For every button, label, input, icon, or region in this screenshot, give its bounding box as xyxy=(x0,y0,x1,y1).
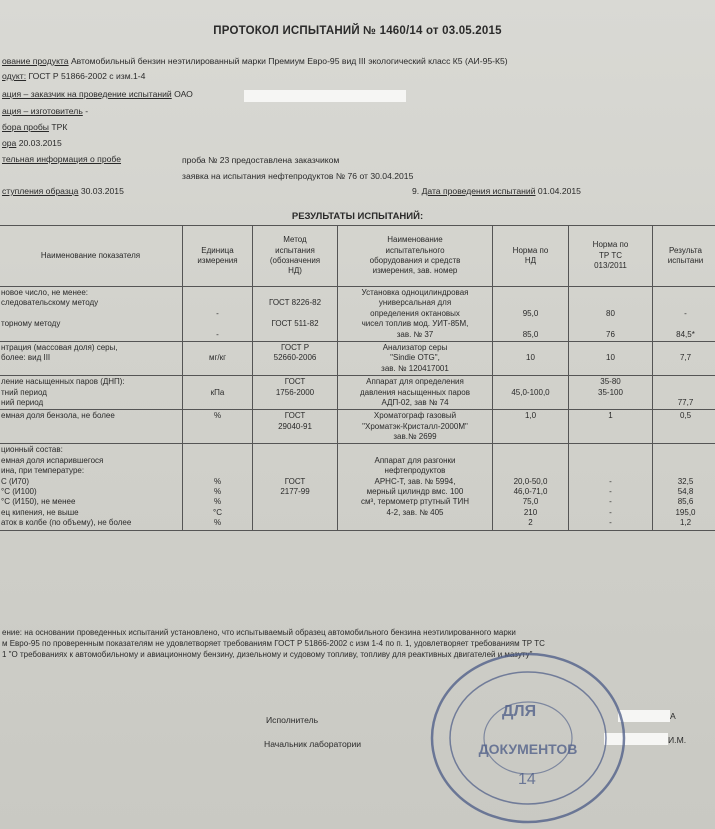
cell-line xyxy=(185,398,250,408)
cell-line xyxy=(495,445,566,455)
cell-line xyxy=(571,466,650,476)
conclusion-line-3: 1 "О требованиях к автомобильному и авиационному бензину, дизельному и судовому топливу, топливу для реактивных двигателей и мазуту" xyxy=(2,650,533,659)
cell-equip xyxy=(338,444,493,530)
sampling-place-line xyxy=(2,122,67,133)
header-norm-nd: Норма по НД xyxy=(493,226,569,287)
nd-label: одукт: xyxy=(2,71,27,81)
cell-line: мг/кг xyxy=(208,353,227,363)
cell-line xyxy=(655,445,715,455)
sampling-place-label: бора пробы xyxy=(2,122,49,132)
cell-unit xyxy=(183,287,253,342)
cell-line: 45,0-100,0 xyxy=(511,387,550,397)
table-row xyxy=(0,341,715,375)
cell-line: универсальная для xyxy=(378,298,452,308)
cell-line: % xyxy=(213,411,222,421)
cell-line: мерный цилиндр вмс. 100 xyxy=(366,487,464,497)
table-row xyxy=(0,376,715,410)
receipt-value: 30.03.2015 xyxy=(80,186,124,196)
cell-line: 10 xyxy=(606,353,615,363)
cell-line: % xyxy=(213,497,222,507)
sampling-date-value: 20.03.2015 xyxy=(18,138,62,148)
cell-line: - xyxy=(609,476,612,486)
cell-line: 2177-99 xyxy=(280,487,310,497)
cell-line: °С (И150), не менее xyxy=(1,497,76,507)
conclusion-line-1: ение: на основании проведенных испытаний установлено, что испытываемый образец автомобильного бензина неэтилированного марки xyxy=(2,628,516,637)
cell-norm-nd xyxy=(493,341,569,375)
sampling-date-line xyxy=(2,138,62,149)
cell-line xyxy=(255,466,335,476)
cell-line xyxy=(495,343,566,353)
cell-line: 1756-2000 xyxy=(275,387,315,397)
cell-line xyxy=(571,298,650,308)
cell-line xyxy=(495,298,566,308)
cell-line: следовательскому методу xyxy=(1,298,99,308)
cell-result xyxy=(653,444,715,530)
cell-line: ец кипения, не выше xyxy=(1,507,79,517)
cell-line: зав. № 120417001 xyxy=(381,363,449,373)
cell-line: тний период xyxy=(1,387,47,397)
cell-line: ГОСТ xyxy=(284,411,306,421)
cell-equip xyxy=(338,376,493,410)
cell-line xyxy=(655,343,715,353)
cell-norm-tr xyxy=(569,341,653,375)
cell-norm-nd xyxy=(493,444,569,530)
head-initials: И.М. xyxy=(668,735,687,745)
header-unit: Единица измерения xyxy=(183,226,253,287)
cell-line: - xyxy=(609,497,612,507)
maker-label: ация – изготовитель xyxy=(2,106,83,116)
test-date-line xyxy=(412,186,581,197)
cell-line xyxy=(255,456,335,466)
cell-line: АДП-02, зав № 74 xyxy=(381,397,449,407)
receipt-label: ступления образца xyxy=(2,186,79,196)
cell-line: Анализатор серы xyxy=(382,342,448,352)
header-result: Результа испытани xyxy=(653,226,715,287)
cell-line: 85,6 xyxy=(677,497,694,507)
cell-line: % xyxy=(213,518,222,528)
cell-line: °С xyxy=(213,507,222,517)
cell-line xyxy=(495,377,566,387)
cell-line: торному методу xyxy=(1,319,61,329)
cell-line: - xyxy=(609,507,612,517)
cell-line xyxy=(185,445,250,455)
cell-line: емная доля бензола, не более xyxy=(1,411,115,421)
cell-method xyxy=(253,287,338,342)
extra-info-label: тельная информация о пробе xyxy=(2,154,122,164)
cell-equip xyxy=(338,410,493,444)
cell-line: ГОСТ xyxy=(284,476,306,486)
cell-line: - xyxy=(609,487,612,497)
cell-name xyxy=(0,410,183,444)
svg-text:ДЛЯ: ДЛЯ xyxy=(502,703,537,720)
cell-line: 35-80 xyxy=(600,377,621,387)
sampling-date-label: ора xyxy=(2,138,17,148)
customer-value: ОАО xyxy=(174,89,193,99)
cell-line: ГОСТ xyxy=(284,377,306,387)
cell-line xyxy=(255,309,335,319)
results-section-title: РЕЗУЛЬТАТЫ ИСПЫТАНИЙ: xyxy=(291,211,424,222)
cell-line xyxy=(495,288,566,298)
table-row xyxy=(0,287,715,342)
cell-line: нтрация (массовая доля) серы, xyxy=(1,342,118,352)
cell-line: нефтепродуктов xyxy=(384,466,446,476)
cell-line: ление насыщенных паров (ДНП): xyxy=(1,377,125,387)
stamp-number: 14 xyxy=(518,771,536,788)
cell-line: Аппарат для определения xyxy=(366,377,464,387)
cell-line xyxy=(255,518,335,528)
cell-method xyxy=(253,341,338,375)
cell-line xyxy=(655,377,715,387)
cell-line: ционный состав: xyxy=(1,445,63,455)
cell-line xyxy=(495,319,566,329)
cell-line xyxy=(571,445,650,455)
cell-line: ГОСТ 8226-82 xyxy=(268,298,322,308)
cell-line xyxy=(571,319,650,329)
maker-line xyxy=(2,106,88,117)
executor-initials: А xyxy=(670,711,676,721)
product-label: ование продукта xyxy=(2,56,69,66)
cell-line: 20,0-50,0 xyxy=(513,476,548,486)
cell-line: 32,5 xyxy=(677,476,694,486)
cell-line: ина, при температуре: xyxy=(1,466,85,476)
test-date-prefix: 9. xyxy=(412,186,420,196)
cell-line xyxy=(495,456,566,466)
cell-line: 195,0 xyxy=(675,507,696,517)
cell-line xyxy=(255,508,335,518)
header-equipment: Наименование испытательного оборудования и средств измерения, зав. номер xyxy=(338,226,493,287)
cell-line: зав. № 37 xyxy=(396,329,434,339)
organization-stamp xyxy=(428,650,628,825)
receipt-line xyxy=(2,186,124,197)
cell-name xyxy=(0,444,183,530)
cell-line: кПа xyxy=(210,387,225,397)
cell-line: ний период xyxy=(1,397,44,407)
cell-line: см³, термометр ртутный ТИН xyxy=(360,497,469,507)
cell-line: % xyxy=(213,487,222,497)
head-of-lab-label: Начальник лаборатории xyxy=(264,739,362,749)
cell-line xyxy=(571,343,650,353)
cell-line: 54,8 xyxy=(677,487,694,497)
extra-info-line xyxy=(2,154,121,165)
product-value: Автомобильный бензин неэтилированный марки Премиум Евро-95 вид III экологический класс К5 (АИ-95-К5) xyxy=(70,56,508,66)
cell-line: ГОСТ 511-82 xyxy=(271,319,319,329)
maker-value: - xyxy=(85,106,89,116)
conclusion-line-2: м Евро-95 по проверенным показателям не удовлетворяет требованиям ГОСТ Р 51866-2002 с изм 1-4 по п. 1, удовлетворяет требованиям ТР ТС xyxy=(2,639,545,648)
cell-line: ГОСТ Р xyxy=(280,342,310,352)
cell-line xyxy=(571,456,650,466)
cell-line xyxy=(655,298,715,308)
redaction-bar xyxy=(244,90,406,102)
cell-line xyxy=(255,497,335,507)
cell-line xyxy=(571,398,650,408)
cell-line: 10 xyxy=(526,353,535,363)
cell-line: 1,2 xyxy=(679,518,692,528)
cell-method xyxy=(253,376,338,410)
cell-line xyxy=(255,288,335,298)
nd-value: ГОСТ Р 51866-2002 с изм.1-4 xyxy=(28,71,146,81)
cell-line xyxy=(185,319,250,329)
cell-line xyxy=(571,288,650,298)
cell-line: 46,0-71,0 xyxy=(513,487,548,497)
sampling-place-value: ТРК xyxy=(51,122,68,132)
cell-line xyxy=(655,319,715,329)
cell-line: 77,7 xyxy=(677,397,694,407)
cell-line: - xyxy=(216,308,219,318)
table-row xyxy=(0,410,715,444)
cell-method xyxy=(253,444,338,530)
cell-line xyxy=(340,518,490,528)
cell-equip xyxy=(338,287,493,342)
executor-label: Исполнитель xyxy=(266,715,319,725)
cell-line: 84,5* xyxy=(676,329,695,339)
cell-unit xyxy=(183,444,253,530)
cell-name xyxy=(0,376,183,410)
cell-name xyxy=(0,287,183,342)
results-table xyxy=(0,225,715,531)
cell-line: 52660-2006 xyxy=(273,353,317,363)
cell-line: Аппарат для разгонки xyxy=(374,455,456,465)
cell-line xyxy=(185,377,250,387)
cell-line: 210 xyxy=(523,507,538,517)
cell-line: "Хроматэк-Кристалл-2000М" xyxy=(362,421,468,431)
customer-line xyxy=(2,89,193,100)
cell-line: 75,0 xyxy=(522,497,539,507)
cell-result xyxy=(653,341,715,375)
cell-norm-tr xyxy=(569,287,653,342)
cell-line: новое число, не менее: xyxy=(1,288,89,297)
cell-line xyxy=(495,398,566,408)
cell-line: 95,0 xyxy=(522,308,539,318)
cell-line: "Sindie OTG", xyxy=(390,353,440,363)
cell-line xyxy=(255,445,335,455)
cell-line: 76 xyxy=(606,329,615,339)
cell-norm-tr xyxy=(569,376,653,410)
cell-line: 1 xyxy=(608,411,613,421)
cell-line: 4-2, зав. № 405 xyxy=(386,507,444,517)
cell-line: 2 xyxy=(528,518,533,528)
cell-line: - xyxy=(216,329,219,339)
cell-line: определения октановых xyxy=(370,308,460,318)
cell-line xyxy=(655,288,715,298)
cell-line: Установка одноцилиндровая xyxy=(361,288,469,297)
cell-line xyxy=(1,309,180,319)
cell-norm-nd xyxy=(493,410,569,444)
product-line xyxy=(2,56,508,67)
cell-line xyxy=(185,288,250,298)
extra-info-line1: проба № 23 предоставлена заказчиком xyxy=(182,155,340,165)
cell-line: - xyxy=(609,518,612,528)
cell-line: давления насыщенных паров xyxy=(359,387,471,397)
test-date-value: 01.04.2015 xyxy=(537,186,581,196)
cell-result xyxy=(653,410,715,444)
cell-line: 0,5 xyxy=(679,411,692,421)
cell-line xyxy=(495,466,566,476)
cell-line xyxy=(655,456,715,466)
cell-line: С (И70) xyxy=(1,476,29,486)
cell-line xyxy=(185,298,250,308)
header-norm-tr: Норма по ТР ТС 013/2011 xyxy=(569,226,653,287)
cell-norm-tr xyxy=(569,444,653,530)
cell-line: °С (И100) xyxy=(1,487,37,497)
header-method: Метод испытания (обозначения НД) xyxy=(253,226,338,287)
cell-result xyxy=(653,287,715,342)
cell-line: Хроматограф газовый xyxy=(373,411,457,421)
header-name: Наименование показателя xyxy=(0,226,183,287)
cell-line: 7,7 xyxy=(679,353,692,363)
cell-line: 29040-91 xyxy=(278,421,312,431)
cell-line: зав.№ 2699 xyxy=(393,432,437,442)
cell-line: чисел топлив мод. УИТ-85М, xyxy=(361,319,469,329)
cell-unit xyxy=(183,410,253,444)
extra-info-line2: заявка на испытания нефтепродуктов № 76 от 30.04.2015 xyxy=(182,171,414,181)
cell-line: АРНС-Т, зав. № 5994, xyxy=(374,476,456,486)
customer-label: ация – заказчик на проведение испытаний xyxy=(2,89,172,99)
cell-line xyxy=(185,343,250,353)
cell-unit xyxy=(183,376,253,410)
table-header-row xyxy=(0,226,715,287)
cell-line xyxy=(655,466,715,476)
cell-line: емная доля испарившегося xyxy=(1,455,104,465)
cell-norm-tr xyxy=(569,410,653,444)
cell-line: 80 xyxy=(606,308,615,318)
cell-line: аток в колбе (по объему), не более xyxy=(1,518,132,528)
cell-line: 35-100 xyxy=(598,387,623,397)
cell-norm-nd xyxy=(493,376,569,410)
cell-name xyxy=(0,341,183,375)
cell-line xyxy=(340,445,490,455)
cell-line: 1,0 xyxy=(524,411,537,421)
cell-unit xyxy=(183,341,253,375)
cell-line: 85,0 xyxy=(522,329,539,339)
cell-line: более: вид III xyxy=(1,353,51,363)
cell-norm-nd xyxy=(493,287,569,342)
stamp-center-text: ДОКУМЕНТОВ xyxy=(478,741,578,757)
cell-method xyxy=(253,410,338,444)
table-row xyxy=(0,444,715,530)
cell-result xyxy=(653,376,715,410)
protocol-title: ПРОТОКОЛ ИСПЫТАНИЙ № 1460/14 от 03.05.2015 xyxy=(213,25,502,37)
cell-line: - xyxy=(684,308,687,318)
cell-line xyxy=(185,466,250,476)
test-date-label: Дата проведения испытаний xyxy=(421,186,536,196)
nd-line xyxy=(2,71,145,82)
cell-line: % xyxy=(213,476,222,486)
cell-equip xyxy=(338,341,493,375)
cell-line xyxy=(655,388,715,398)
cell-line xyxy=(185,456,250,466)
